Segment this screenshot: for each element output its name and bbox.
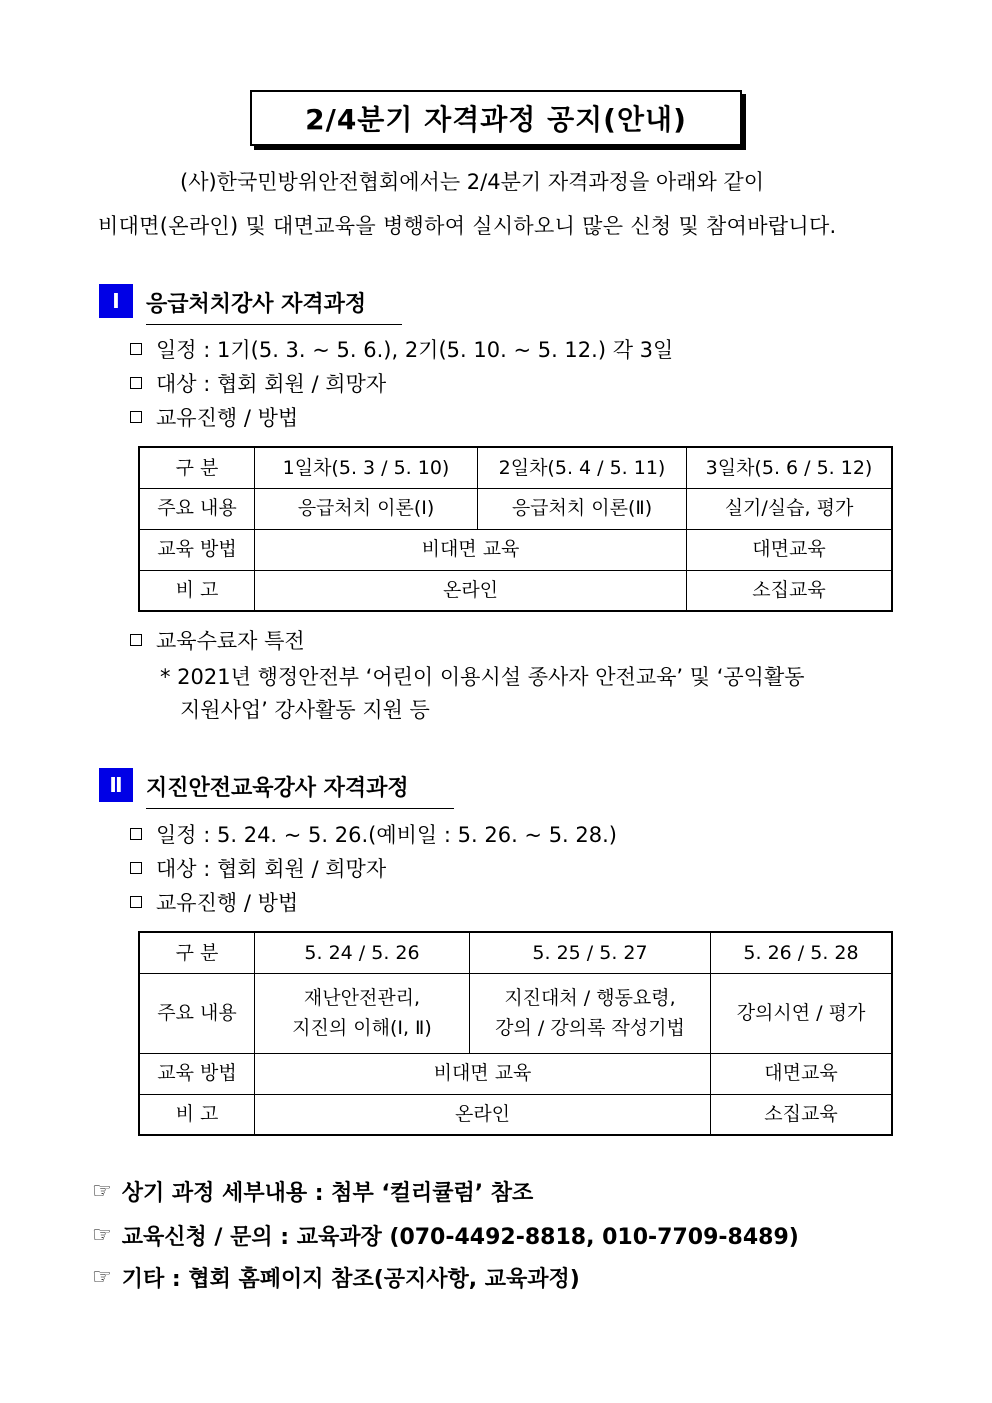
intro-line-2: 비대면(온라인) 및 대면교육을 병행하여 실시하오니 많은 신청 및 참여바랍니다. <box>98 214 837 238</box>
footer-text: 상기 과정 세부내용 : 첨부 ‘컬리큘럼’ 참조 <box>121 1181 534 1206</box>
table-row <box>139 973 892 1053</box>
table-cell: 구 분 <box>139 932 255 973</box>
section1-title: 응급처치강사 자격과정 <box>146 287 402 325</box>
checkbox-square-icon <box>130 377 142 389</box>
bullet-text: 교유진행 / 방법 <box>156 406 299 430</box>
table-cell: 비대면 교육 <box>255 1053 711 1094</box>
table-row <box>139 447 892 488</box>
table-cell <box>255 973 470 1053</box>
checkbox-square-icon <box>130 411 142 423</box>
pointing-hand-icon: ☞ <box>92 1265 112 1290</box>
bullet-text: 교육수료자 특전 <box>156 629 305 653</box>
table-row <box>139 570 892 611</box>
pointing-hand-icon: ☞ <box>92 1179 112 1204</box>
section1-bullet-benefit <box>130 625 305 655</box>
table-cell: 주요 내용 <box>139 488 255 529</box>
table-cell: 응급처치 이론(Ⅱ) <box>478 488 687 529</box>
bullet-text: 일정 : 5. 24. ~ 5. 26.(예비일 : 5. 26. ~ 5. 28.) <box>156 823 617 847</box>
cell-line: 지진대처 / 행동요령, <box>504 986 676 1009</box>
footer-line-curriculum <box>92 1176 533 1207</box>
bullet-text: 교유진행 / 방법 <box>156 891 299 915</box>
table-cell <box>470 973 711 1053</box>
table-cell: 온라인 <box>255 1094 711 1135</box>
table-cell: 강의시연 / 평가 <box>711 973 893 1053</box>
table-cell: 소집교육 <box>711 1094 893 1135</box>
table-cell: 1일차(5. 3 / 5. 10) <box>255 447 478 488</box>
section1-bullet-schedule <box>130 334 673 364</box>
bullet-text: 대상 : 협회 회원 / 희망자 <box>156 372 387 396</box>
table-cell: 3일차(5. 6 / 5. 12) <box>687 447 893 488</box>
checkbox-square-icon <box>130 634 142 646</box>
checkbox-square-icon <box>130 828 142 840</box>
cell-line: 강의 / 강의록 작성기법 <box>495 1017 685 1039</box>
table-row <box>139 529 892 570</box>
table-row <box>139 1053 892 1094</box>
checkbox-square-icon <box>130 862 142 874</box>
section2-bullet-method <box>130 887 298 917</box>
footer-line-contact <box>92 1220 799 1251</box>
cell-line: 재난안전관리, <box>303 986 421 1009</box>
checkbox-square-icon <box>130 343 142 355</box>
footer-text: 교육신청 / 문의 : 교육과장 (070-4492-8818, 010-7709-8489) <box>121 1225 799 1250</box>
benefit-note-line-2: 지원사업’ 강사활동 지원 등 <box>180 698 430 722</box>
footer-line-etc <box>92 1262 580 1293</box>
pointing-hand-icon: ☞ <box>92 1223 112 1248</box>
table-cell: 주요 내용 <box>139 973 255 1053</box>
table-cell: 실기/실습, 평가 <box>687 488 893 529</box>
section1-badge: Ⅰ <box>99 284 133 318</box>
table-row <box>139 488 892 529</box>
cell-line: 지진의 이해(Ⅰ, Ⅱ) <box>292 1017 432 1039</box>
section1-table <box>138 446 893 612</box>
table-cell: 비 고 <box>139 1094 255 1135</box>
table-row <box>139 932 892 973</box>
table-cell: 교육 방법 <box>139 1053 255 1094</box>
section1-bullet-target <box>130 368 386 398</box>
benefit-note-line-1: * 2021년 행정안전부 ‘어린이 이용시설 종사자 안전교육’ 및 ‘공익활동 <box>160 665 805 689</box>
section2-bullet-schedule <box>130 819 617 849</box>
table-row <box>139 1094 892 1135</box>
footer-text: 기타 : 협회 홈페이지 참조(공지사항, 교육과정) <box>121 1267 580 1292</box>
section1-bullet-method <box>130 402 298 432</box>
table-cell: 소집교육 <box>687 570 893 611</box>
table-cell: 구 분 <box>139 447 255 488</box>
section2-badge: Ⅱ <box>99 768 133 802</box>
bullet-text: 대상 : 협회 회원 / 희망자 <box>156 857 387 881</box>
table-cell: 비 고 <box>139 570 255 611</box>
table-cell: 비대면 교육 <box>255 529 687 570</box>
table-cell: 5. 25 / 5. 27 <box>470 932 711 973</box>
intro-line-1: (사)한국민방위안전협회에서는 2/4분기 자격과정을 아래와 같이 <box>180 170 765 194</box>
table-cell: 온라인 <box>255 570 687 611</box>
checkbox-square-icon <box>130 896 142 908</box>
bullet-text: 일정 : 1기(5. 3. ~ 5. 6.), 2기(5. 10. ~ 5. 12.) 각 3일 <box>156 338 674 362</box>
table-cell: 5. 26 / 5. 28 <box>711 932 893 973</box>
section2-bullet-target <box>130 853 386 883</box>
table-cell: 2일차(5. 4 / 5. 11) <box>478 447 687 488</box>
page-title: 2/4분기 자격과정 공지(안내) <box>250 90 742 146</box>
section2-table <box>138 931 893 1136</box>
table-cell: 응급처치 이론(Ⅰ) <box>255 488 478 529</box>
table-cell: 5. 24 / 5. 26 <box>255 932 470 973</box>
table-cell: 대면교육 <box>687 529 893 570</box>
table-cell: 교육 방법 <box>139 529 255 570</box>
table-cell: 대면교육 <box>711 1053 893 1094</box>
section2-title: 지진안전교육강사 자격과정 <box>146 771 454 809</box>
